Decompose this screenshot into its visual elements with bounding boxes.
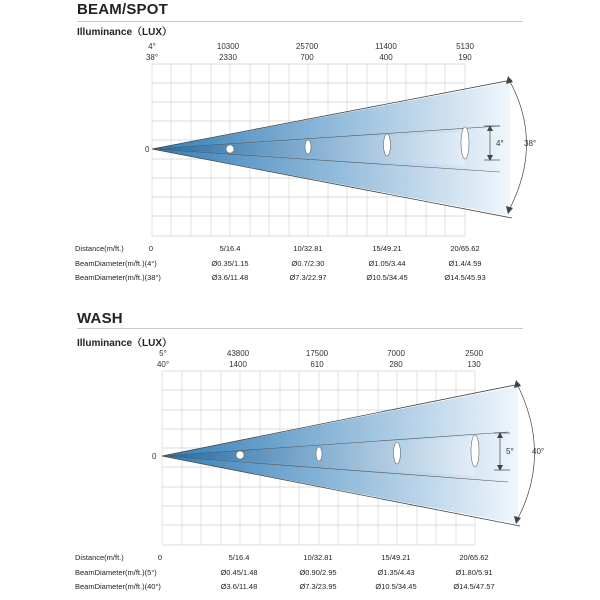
angle-narrow-label: 5° [159,349,167,358]
lux-wide-value: 130 [467,360,481,369]
table-cell: 0 [148,244,154,253]
table-cell: Ø14.5/47.57 [453,582,495,591]
table-cell: Ø3.6/11.48 [220,582,258,591]
table-cell: Ø10.5/34.45 [375,582,417,591]
lux-narrow-value: 10300 [216,42,240,51]
lux-wide-value: 2330 [219,53,237,62]
wide-angle-text: 38° [524,139,537,148]
table-cell: 15/49.21 [381,553,411,562]
lux-wide-value: 190 [458,53,472,62]
table-row-label: Distance(m/ft.) [75,553,124,562]
table-cell: 5/16.4 [228,553,250,562]
origin-label: 0 [152,452,157,461]
table-cell: 0 [157,553,163,562]
table-cell: Ø0.35/1.15 [211,259,249,268]
table-cell: Ø7.3/23.95 [299,582,337,591]
origin-label: 0 [145,145,150,154]
table-cell: Ø0.45/1.48 [220,568,258,577]
narrow-angle-text: 5° [506,447,514,456]
table-cell: 15/49.21 [372,244,402,253]
table-cell: 10/32.81 [293,244,323,253]
lux-wide-value: 700 [300,53,314,62]
table-cell: Ø14.5/45.93 [444,273,486,282]
lux-narrow-value: 17500 [305,349,329,358]
table-cell: Ø1.05/3.44 [368,259,406,268]
table-cell: 5/16.4 [219,244,241,253]
angle-wide-label: 38° [145,53,159,62]
lux-narrow-value: 5130 [456,42,474,51]
angle-narrow-label: 4° [148,42,156,51]
lux-wide-value: 400 [379,53,393,62]
angle-wide-label: 40° [156,360,170,369]
table-row-label: BeamDiameter(m/ft.)(4°) [75,259,157,268]
table-row-label: BeamDiameter(m/ft.)(38°) [75,273,161,282]
table-cell: Ø10.5/34.45 [366,273,408,282]
table-cell: Ø1.4/4.59 [448,259,482,268]
narrow-angle-text: 4° [496,139,504,148]
section-title-beam-spot: BEAM/SPOT [77,1,168,18]
table-cell: Ø3.6/11.48 [211,273,249,282]
lux-narrow-value: 43800 [226,349,250,358]
lux-narrow-value: 11400 [375,42,397,51]
table-cell: Ø0.7/2.30 [291,259,325,268]
table-cell: 20/65.62 [459,553,489,562]
table-cell: Ø1.80/5.91 [455,568,493,577]
wide-angle-text: 40° [532,447,545,456]
table-cell: Ø7.3/22.97 [289,273,327,282]
lux-wide-value: 1400 [229,360,247,369]
table-cell: Ø1.35/4.43 [377,568,415,577]
table-row-label: BeamDiameter(m/ft.)(40°) [75,582,161,591]
lux-narrow-value: 25700 [295,42,319,51]
table-cell: 10/32.81 [303,553,333,562]
lux-narrow-value: 2500 [465,349,483,358]
lux-wide-value: 610 [310,360,324,369]
table-cell: 20/65.62 [450,244,480,253]
table-cell: Ø0.90/2.95 [299,568,337,577]
lux-wide-value: 280 [389,360,403,369]
table-row-label: BeamDiameter(m/ft.)(5°) [75,568,157,577]
illuminance-label: Illuminance（LUX） [77,338,173,349]
section-title-wash: WASH [77,310,123,327]
table-row-label: Distance(m/ft.) [75,244,124,253]
lux-narrow-value: 7000 [387,349,405,358]
illuminance-label: Illuminance（LUX） [77,27,173,38]
